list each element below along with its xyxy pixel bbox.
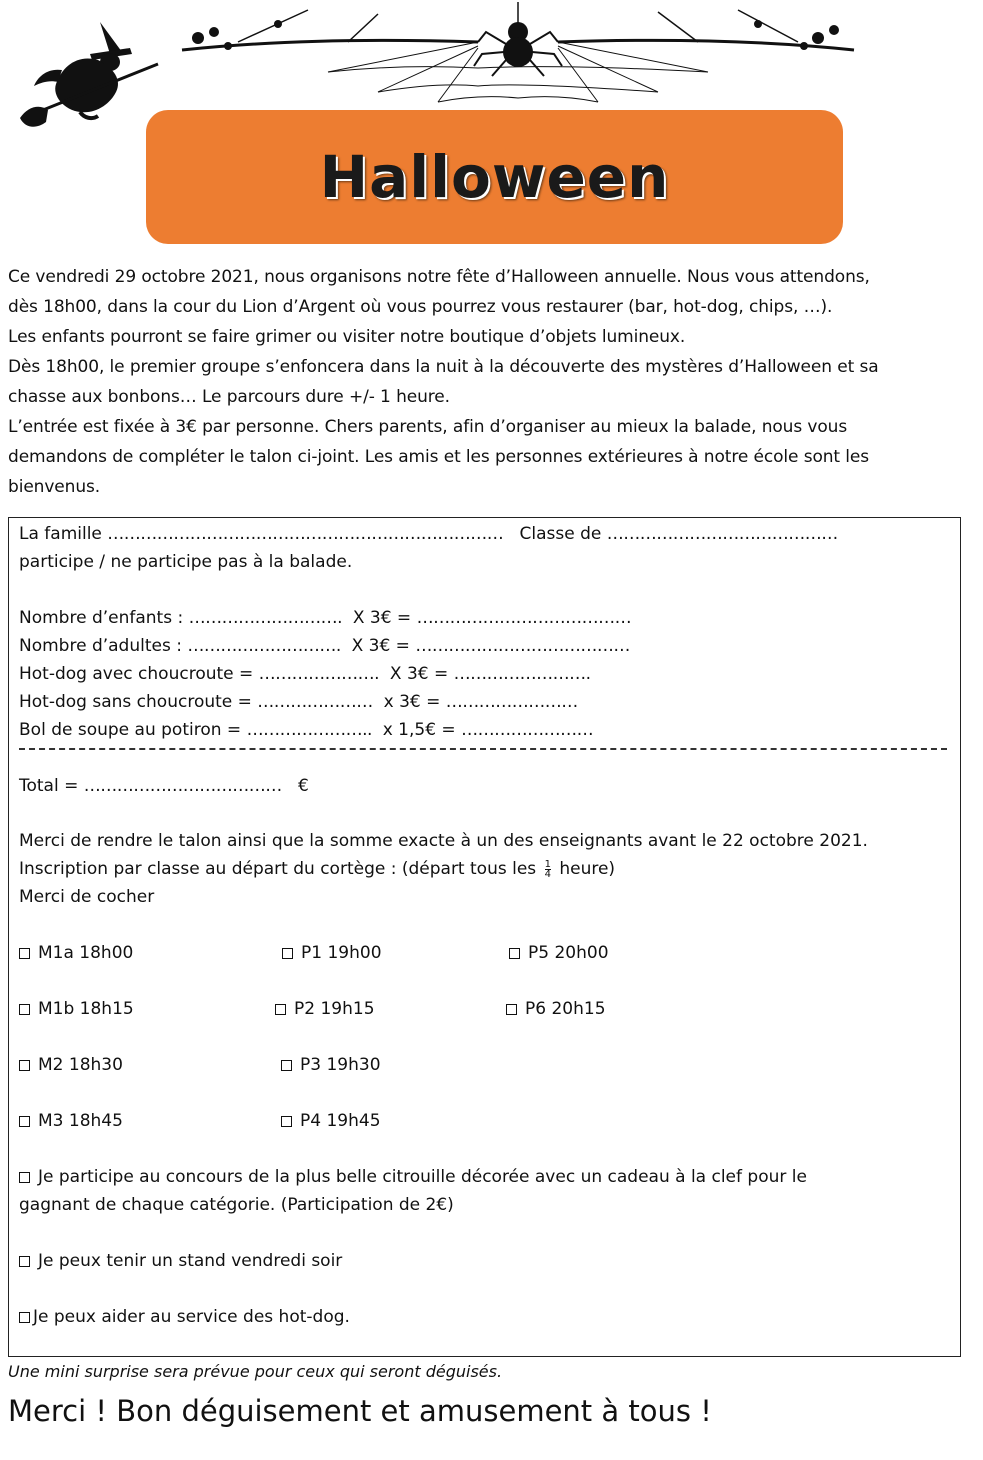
stand-option[interactable]: Je peux tenir un stand vendredi soir xyxy=(19,1250,342,1272)
hotdog-with-price: X 3€ = xyxy=(389,664,449,684)
total-row xyxy=(19,775,309,797)
hotdog-without-total-field[interactable]: …………………… xyxy=(445,692,578,712)
contest-option-line2: gagnant de chaque catégorie. (Participation de 2€) xyxy=(19,1195,454,1215)
children-total-field[interactable]: ………………………………… xyxy=(416,608,632,628)
footer-note: Une mini surprise sera prévue pour ceux qui seront déguisés. xyxy=(8,1362,503,1381)
slot-p6[interactable]: P6 20h15 xyxy=(506,998,606,1020)
class-label: Classe de xyxy=(519,524,602,544)
children-label: Nombre d’enfants : xyxy=(19,608,184,628)
adults-count-field[interactable]: ………………………. xyxy=(187,636,341,656)
adults-price: X 3€ = xyxy=(351,636,410,656)
total-label: Total = xyxy=(19,776,79,796)
soup-total-field[interactable]: …………………… xyxy=(461,720,594,740)
service-option[interactable]: Je peux aider au service des hot-dog. xyxy=(19,1306,350,1328)
total-field[interactable]: ……………………………… xyxy=(83,776,282,796)
intro-line: chasse aux bonbons… Le parcours dure +/- 1 heure. xyxy=(8,387,450,407)
checkbox-icon[interactable] xyxy=(19,1060,30,1071)
class-field[interactable]: …………………………………… xyxy=(606,524,838,544)
intro-line: dès 18h00, dans la cour du Lion d’Argent où vous pourrez vous restaurer (bar, hot-dog, chips, …). xyxy=(8,297,833,317)
slot-m3[interactable]: M3 18h45 xyxy=(19,1110,123,1132)
total-unit: € xyxy=(297,776,309,796)
footer-thanks: Merci ! Bon déguisement et amusement à tous ! xyxy=(8,1394,712,1428)
intro-text xyxy=(8,262,976,502)
intro-line: demandons de compléter le talon ci-joint. Les amis et les personnes extérieures à notre école sont les xyxy=(8,447,870,467)
checkbox-icon[interactable] xyxy=(281,1060,292,1071)
intro-line: Ce vendredi 29 octobre 2021, nous organisons notre fête d’Halloween annuelle. Nous vous attendons, xyxy=(8,267,870,287)
checkbox-icon[interactable] xyxy=(509,948,520,959)
family-label: La famille xyxy=(19,524,102,544)
intro-line: Les enfants pourront se faire grimer ou visiter notre boutique d’objets lumineux. xyxy=(8,327,686,347)
registration-form xyxy=(8,517,961,1357)
hotdog-without-price: x 3€ = xyxy=(383,692,441,712)
checkbox-icon[interactable] xyxy=(19,1116,30,1127)
registration-text: Inscription par classe au départ du cortège : (départ tous les xyxy=(19,859,537,879)
adults-total-field[interactable]: ………………………………… xyxy=(415,636,630,656)
participate-text: participe / ne participe pas à la balade. xyxy=(19,552,353,572)
checkbox-icon[interactable] xyxy=(19,1312,30,1323)
witch-icon xyxy=(18,14,160,132)
checkbox-icon[interactable] xyxy=(506,1004,517,1015)
checkbox-icon[interactable] xyxy=(19,1172,30,1183)
family-field[interactable]: ……………………………………………………………… xyxy=(107,524,504,544)
checkbox-icon[interactable] xyxy=(19,948,30,959)
registration-row xyxy=(19,858,615,880)
quarter-fraction: $\frac{1}{4}$ xyxy=(544,858,551,880)
slot-m2[interactable]: M2 18h30 xyxy=(19,1054,123,1076)
intro-line: L’entrée est fixée à 3€ par personne. Chers parents, afin d’organiser au mieux la balade, nous vous xyxy=(8,417,848,437)
hotdog-with-total-field[interactable]: ……………………. xyxy=(453,664,591,684)
soup-price: x 1,5€ = xyxy=(382,720,456,740)
slot-p4[interactable]: P4 19h45 xyxy=(281,1110,381,1132)
hotdog-without-row xyxy=(19,691,578,713)
hotdog-without-count-field[interactable]: ………………… xyxy=(257,692,373,712)
children-count-field[interactable]: ………………………. xyxy=(188,608,343,628)
hotdog-with-count-field[interactable]: …………………. xyxy=(258,664,380,684)
children-price: X 3€ = xyxy=(352,608,412,628)
family-row xyxy=(19,523,838,545)
slot-p2[interactable]: P2 19h15 xyxy=(275,998,375,1020)
adults-label: Nombre d’adultes : xyxy=(19,636,182,656)
slot-m1a[interactable]: M1a 18h00 xyxy=(19,942,133,964)
slot-m1b[interactable]: M1b 18h15 xyxy=(19,998,134,1020)
intro-line: Dès 18h00, le premier groupe s’enfoncera dans la nuit à la découverte des mystères d’Halloween et sa xyxy=(8,357,879,377)
soup-row xyxy=(19,719,593,741)
intro-line: bienvenus. xyxy=(8,477,101,497)
hotdog-with-label: Hot-dog avec choucroute = xyxy=(19,664,254,684)
adults-row xyxy=(19,635,630,657)
registration-end: heure) xyxy=(559,859,616,879)
return-text: Merci de rendre le talon ainsi que la somme exacte à un des enseignants avant le 22 octobre 2021. xyxy=(19,831,868,851)
checkbox-icon[interactable] xyxy=(281,1116,292,1127)
dashed-divider xyxy=(19,748,947,750)
checkbox-icon[interactable] xyxy=(19,1004,30,1015)
spider-web-icon xyxy=(178,2,858,106)
hotdog-without-label: Hot-dog sans choucroute = xyxy=(19,692,252,712)
contest-option[interactable]: Je participe au concours de la plus belle citrouille décorée avec un cadeau à la clef pour le xyxy=(19,1166,807,1188)
children-row xyxy=(19,607,631,629)
checkbox-icon[interactable] xyxy=(19,1256,30,1267)
checkbox-icon[interactable] xyxy=(282,948,293,959)
slot-p5[interactable]: P5 20h00 xyxy=(509,942,609,964)
check-instruction: Merci de cocher xyxy=(19,887,155,907)
slot-p3[interactable]: P3 19h30 xyxy=(281,1054,381,1076)
slot-p1[interactable]: P1 19h00 xyxy=(282,942,382,964)
soup-label: Bol de soupe au potiron = xyxy=(19,720,242,740)
soup-count-field[interactable]: ………………….. xyxy=(246,720,372,740)
page-title: Halloween xyxy=(319,143,670,211)
title-banner xyxy=(146,110,843,244)
checkbox-icon[interactable] xyxy=(275,1004,286,1015)
hotdog-with-row xyxy=(19,663,591,685)
